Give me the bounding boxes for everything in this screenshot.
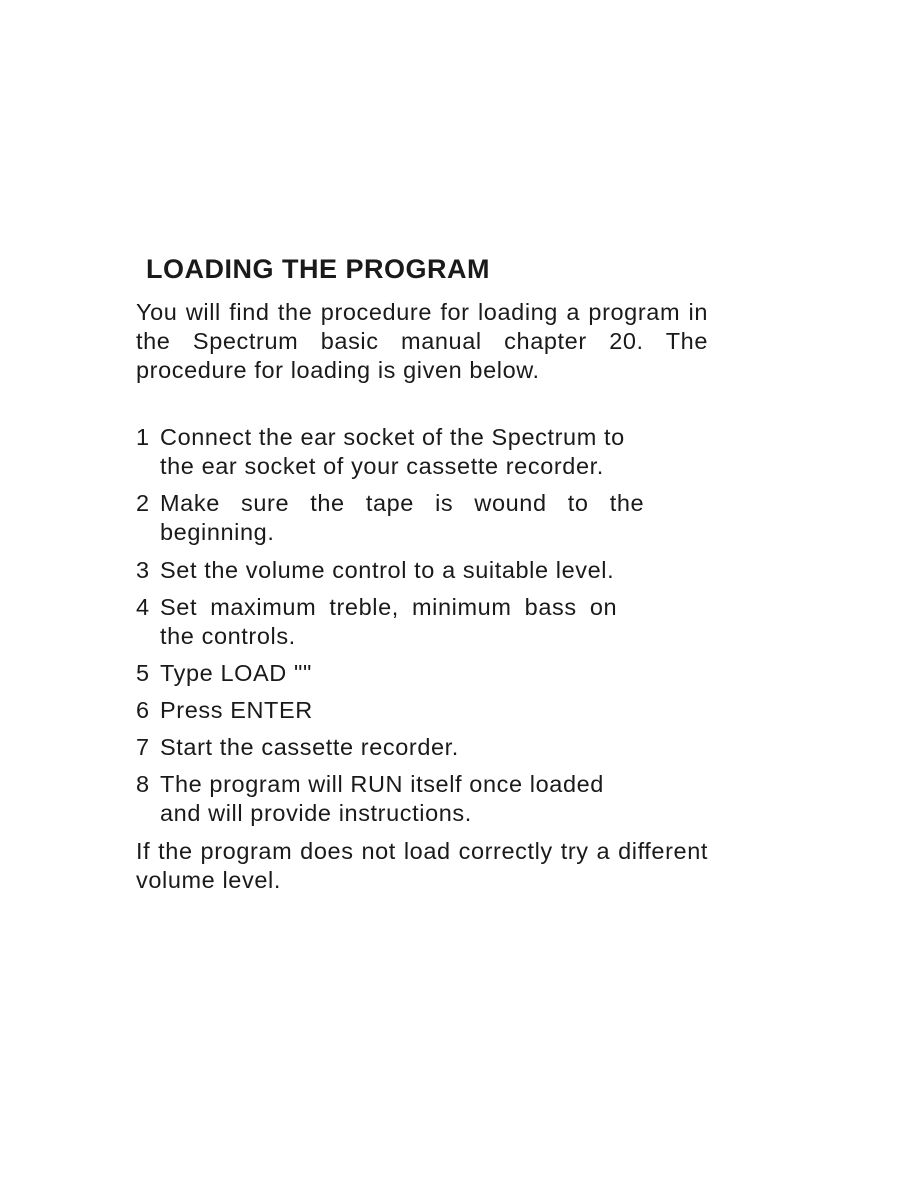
- step-text: Connect the ear socket of the Spectrum to: [160, 424, 625, 450]
- step-number: 3: [136, 557, 150, 583]
- step-4: [136, 593, 710, 651]
- step-number: 4: [136, 594, 150, 620]
- step-number: 8: [136, 771, 150, 797]
- outro-paragraph: If the program does not load correctly try a different volume level.: [136, 838, 708, 893]
- step-text-cont: the controls.: [160, 623, 296, 649]
- intro-paragraph: You will find the procedure for loading a program in the Spectrum basic manual chapter 20. The procedure for loading is given below.: [136, 299, 708, 383]
- step-8: [136, 770, 710, 828]
- step-text: Set maximum treble, minimum bass on: [160, 594, 618, 620]
- step-3: [136, 556, 710, 585]
- step-text: Start the cassette recorder.: [160, 734, 459, 760]
- step-text: Press ENTER: [160, 697, 313, 723]
- step-number: 1: [136, 424, 150, 450]
- step-5: [136, 659, 710, 688]
- step-text-cont: beginning.: [160, 519, 275, 545]
- step-text: The program will RUN itself once loaded: [160, 771, 604, 797]
- step-text: Set the volume control to a suitable level.: [160, 557, 615, 583]
- step-text-cont: the ear socket of your cassette recorder.: [160, 453, 604, 479]
- step-6: [136, 696, 710, 725]
- step-text: Type LOAD "": [160, 660, 312, 686]
- step-number: 2: [136, 490, 150, 516]
- step-number: 7: [136, 734, 150, 760]
- step-number: 5: [136, 660, 150, 686]
- step-1: [136, 423, 710, 481]
- step-number: 6: [136, 697, 150, 723]
- step-text-cont: and will provide instructions.: [160, 800, 472, 826]
- step-7: [136, 733, 710, 762]
- step-text: Make sure the tape is wound to the: [160, 490, 645, 516]
- step-2: [136, 489, 710, 547]
- page-title: LOADING THE PROGRAM: [146, 254, 490, 284]
